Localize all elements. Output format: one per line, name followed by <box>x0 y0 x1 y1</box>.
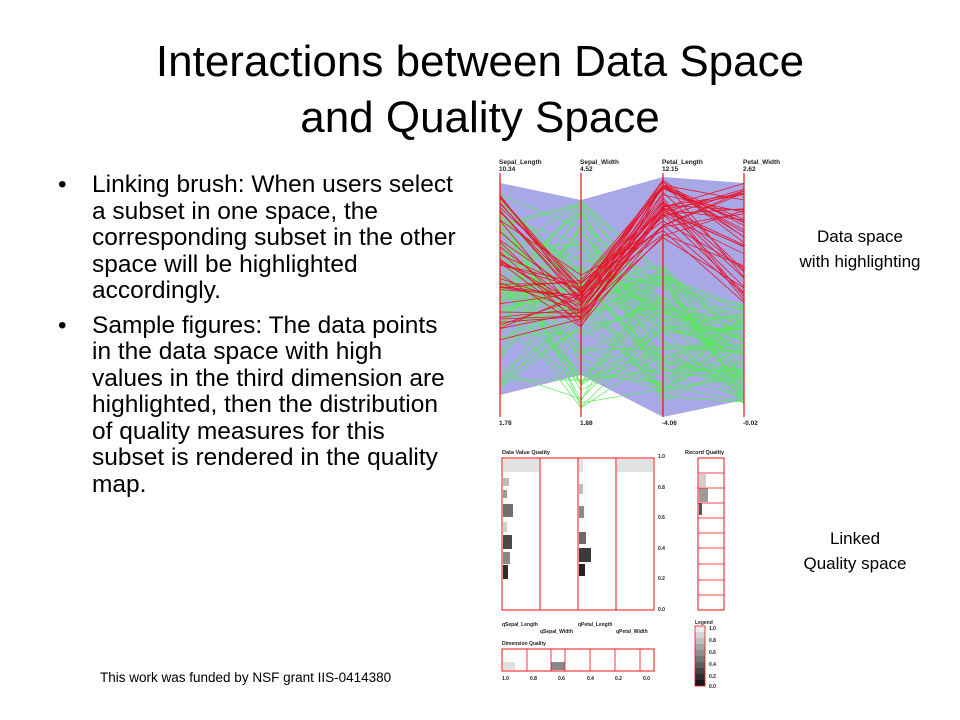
hist-bar <box>617 459 653 472</box>
dimension-quality-label: Dimension Quality <box>502 641 546 647</box>
column-label-qpetal-length: qPetal_Length <box>578 622 613 628</box>
axis-min-petal-length: -4.06 <box>662 420 677 427</box>
legend-cell <box>695 632 705 638</box>
axis-name-sepal-length: Sepal_Length <box>499 159 542 166</box>
axis-max-petal-length: 12.15 <box>662 166 679 173</box>
dimension-tick: 1.0 <box>502 676 509 682</box>
hist-bar <box>579 564 585 576</box>
legend-cell <box>695 650 705 656</box>
hist-bar <box>503 459 539 472</box>
quality-space-caption-line-2: Quality space <box>803 554 907 573</box>
quality-map-figure <box>490 440 750 692</box>
data-space-caption-line-1: Data space <box>817 227 903 246</box>
hist-bar <box>579 532 586 544</box>
axis-max-sepal-width: 4.52 <box>580 166 593 173</box>
legend-cell <box>695 656 705 662</box>
hist-bar <box>503 552 510 564</box>
funding-note: This work was funded by NSF grant IIS-0414380 <box>100 670 392 685</box>
axis-min-petal-width: -0.02 <box>743 420 758 427</box>
axis-min-sepal-width: 1.88 <box>580 420 593 427</box>
dimension-tick: 0.8 <box>530 676 537 682</box>
record-quality-bar <box>699 474 706 487</box>
legend-cell <box>695 674 705 680</box>
y-tick: 0.2 <box>658 576 665 582</box>
dimension-quality-grid <box>527 649 640 671</box>
dimension-quality-strip <box>502 649 654 671</box>
axis-name-petal-length: Petal_Length <box>662 159 703 166</box>
hist-bar <box>503 478 509 486</box>
title-line-1: Interactions between Data Space <box>155 37 805 86</box>
data-value-quality-label: Data Value Quality <box>502 450 550 456</box>
record-quality-bar <box>699 488 708 502</box>
hist-bar <box>579 484 583 494</box>
legend-cell <box>695 662 705 668</box>
title-line-2: and Quality Space <box>300 93 660 142</box>
legend-tick: 1.0 <box>709 626 716 632</box>
column-label-qpetal-width: qPetal_Width <box>616 629 648 635</box>
legend-gradient <box>695 626 705 686</box>
legend-cell <box>695 680 705 686</box>
dimension-tick: 0.4 <box>587 676 594 682</box>
record-quality-column <box>698 458 724 610</box>
y-tick: 0.0 <box>658 607 665 613</box>
quality-column-sepal-width <box>540 458 578 610</box>
y-tick: 0.8 <box>658 485 665 491</box>
hist-bar <box>503 490 507 498</box>
hist-bar <box>579 506 584 518</box>
legend-cell <box>695 644 705 650</box>
hist-bar <box>503 535 512 549</box>
quality-columns <box>502 458 654 610</box>
bullet-linking-brush: • Linking brush: When users select a subset in one space, the corresponding subset in the other space will be highlighted accordingly. <box>58 172 458 305</box>
legend-cell <box>695 626 705 632</box>
column-label-qsepal-width: qSepal_Width <box>540 629 574 635</box>
dimension-quality-cell <box>503 662 515 670</box>
y-tick: 1.0 <box>658 454 665 460</box>
legend-tick: 0.4 <box>709 662 716 668</box>
legend-label: Legend <box>695 620 713 626</box>
quality-column-petal-width <box>616 458 654 610</box>
y-tick: 0.4 <box>658 546 665 552</box>
dimension-tick: 0.2 <box>615 676 622 682</box>
record-quality-bar <box>699 503 702 515</box>
hist-bar <box>503 565 508 579</box>
dimension-tick: 0.6 <box>558 676 565 682</box>
legend-tick: 0.0 <box>709 684 716 690</box>
legend-cell <box>695 668 705 674</box>
dimension-quality-cell <box>551 662 565 670</box>
y-tick: 0.6 <box>658 515 665 521</box>
bullet-sample-figures: • Sample figures: The data points in the data space with high values in the third dimension are highlighted, then the distribution of quality measures for this subset is rendered in the quality map. <box>58 313 458 499</box>
hist-bar <box>503 522 507 532</box>
legend-tick: 0.8 <box>709 638 716 644</box>
record-quality-label: Record Quality <box>685 450 725 456</box>
legend-cell <box>695 638 705 644</box>
slide-title <box>0 34 960 146</box>
axis-min-sepal-length: 1.78 <box>499 420 512 427</box>
legend-tick: 0.2 <box>709 674 716 680</box>
quality-space-caption-line-1: Linked <box>829 529 881 548</box>
bullet-list <box>58 172 458 506</box>
dimension-tick: 0.0 <box>643 676 650 682</box>
hist-bar <box>503 504 513 517</box>
axis-name-petal-width: Petal_Width <box>743 159 780 166</box>
legend-tick: 0.6 <box>709 650 716 656</box>
axis-max-petal-width: 2.62 <box>743 166 756 173</box>
hist-bar <box>579 459 583 472</box>
axis-name-sepal-width: Sepal_Width <box>580 159 619 166</box>
hist-bar <box>579 548 591 562</box>
data-space-caption-line-2: with highlighting <box>799 252 921 271</box>
parallel-coordinates-figure <box>490 155 780 435</box>
column-label-qsepal-length: qSepal_Length <box>502 622 538 628</box>
dimension-quality-frame <box>502 649 654 671</box>
quality-space-caption <box>755 526 955 576</box>
data-space-caption <box>760 224 960 274</box>
axis-max-sepal-length: 10.34 <box>499 166 516 173</box>
